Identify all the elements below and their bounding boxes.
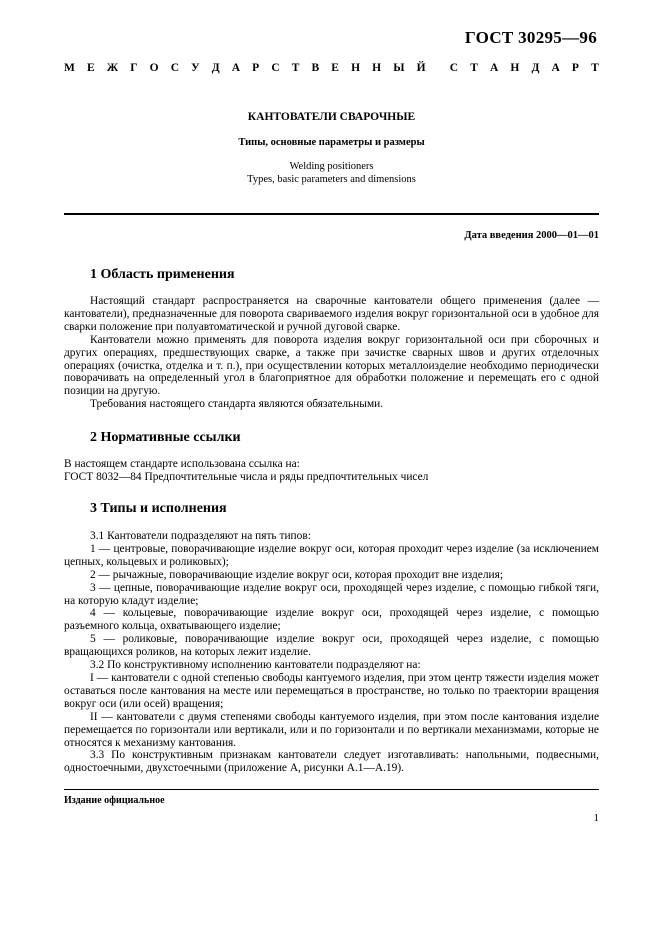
banner-letter: Т xyxy=(291,62,300,74)
paragraph: Кантователи можно применять для поворота изделия вокруг горизонтальной оси при сборочных и других операциях, предшествующих сварке, а также при зачистке сварных швов и других отделочных операциях (очистка, отделка и т. п.), при осуществлении которых металлоизделие необходимо периодически поворачивать на определенный угол в благоприятное для обработки положение и перемещать его с одной позиции на другую. xyxy=(64,333,599,398)
banner-letter: А xyxy=(489,62,499,74)
document-title: КАНТОВАТЕЛИ СВАРОЧНЫЕ xyxy=(247,111,416,123)
paragraph: В настоящем стандарте использована ссылка на: xyxy=(64,458,300,470)
list-item: 2 — рычажные, поворачивающие изделие вокруг оси, которая проходит вне изделия; xyxy=(90,568,504,581)
banner-letter: Д xyxy=(531,62,540,74)
banner-letter: Н xyxy=(510,62,520,74)
paragraph: Требования настоящего стандарта являются обязательными. xyxy=(90,398,384,411)
paragraph: Настоящий стандарт распространяется на сварочные кантователи общего применения (далее — кантователи), предназначенные для поворота свариваемого изделия вокруг горизонтальной оси в удобное для сварки положение при полуавтоматической и ручной дуговой сварке. xyxy=(64,295,599,333)
section-2-heading: 2 Нормативные ссылки xyxy=(90,430,241,445)
section-1-heading: 1 Область применения xyxy=(90,267,235,282)
paragraph: 3.2 По конструктивному исполнению кантователи подразделяют на: xyxy=(90,659,421,672)
banner-letter: А xyxy=(551,62,560,74)
banner-letter: У xyxy=(191,62,200,74)
banner-letter: Р xyxy=(571,62,579,74)
banner-letter: Т xyxy=(470,62,478,74)
introduction-date: Дата введения 2000—01—01 xyxy=(464,230,599,241)
list-item: 4 — кольцевые, поворачивающие изделие вокруг оси, проходящей через изделие, с помощью разъемного кольца, охватывающего изделие; xyxy=(64,607,599,633)
banner-letter: Р xyxy=(252,62,260,74)
list-item: 5 — роликовые, поворачивающие изделие вокруг оси, проходящей через изделие, с помощью вращающихся роликов, на которых лежит изделие. xyxy=(64,633,599,659)
section-3-heading: 3 Типы и исполнения xyxy=(90,501,227,516)
paragraph: 3.1 Кантователи подразделяют на пять типов: xyxy=(90,530,311,542)
banner-letter: О xyxy=(149,62,159,74)
banner-letter: Т xyxy=(591,62,599,74)
standard-banner xyxy=(64,62,599,74)
english-subtitle: Types, basic parameters and dimensions xyxy=(247,174,416,185)
banner-letter: С xyxy=(170,62,180,74)
banner-letter: Г xyxy=(130,62,138,74)
title-divider xyxy=(64,213,599,215)
english-title: Welding positioners xyxy=(289,161,374,172)
english-title-block xyxy=(64,160,599,186)
section-3-body xyxy=(64,530,599,775)
document-code: ГОСТ 30295—96 xyxy=(464,28,597,47)
banner-letter: Н xyxy=(351,62,361,74)
list-item: 3 — цепные, поворачивающие изделие вокруг оси, проходящей через изделие, с помощью гибкой тяги, на которую кладут изделие; xyxy=(64,581,599,607)
banner-letter: С xyxy=(271,62,280,74)
banner-letter: Н xyxy=(372,62,382,74)
banner-letter: Ж xyxy=(106,62,119,74)
reference-item: ГОСТ 8032—84 Предпочтительные числа и ряды предпочтительных чисел xyxy=(64,470,429,483)
list-item: I — кантователи с одной степенью свободы кантуемого изделия, при этом центр тяжести изделия может оставаться после кантования на месте или перемещаться в пространстве, но только по траектории вращения вокруг оси (или осей) вращения; xyxy=(64,671,599,710)
list-item: 1 — центровые, поворачивающие изделие вокруг оси, которая проходит через изделие (за исключением цепных, кольцевых и роликовых); xyxy=(64,542,599,568)
banner-letter: Ы xyxy=(393,62,405,74)
list-item: II — кантователи с двумя степенями свободы кантуемого изделия, при этом после кантования изделие перемещается по горизонтали или вертикали, или и по горизонтали и по вертикали механизмами, которые не относятся к механизму кантования. xyxy=(64,710,599,749)
banner-letter: В xyxy=(311,62,320,74)
paragraph: 3.3 По конструктивным признакам кантователи следует изготавливать: напольными, подвесными, одностоечными, двухстоечными (приложение А, рисунки А.1—А.19). xyxy=(64,749,599,775)
banner-letter: А xyxy=(231,62,241,74)
section-1-body xyxy=(64,295,599,411)
document-subtitle: Типы, основные параметры и размеры xyxy=(238,137,425,148)
section-2-body xyxy=(64,458,599,484)
page-number: 1 xyxy=(593,812,599,824)
banner-letter: Д xyxy=(211,62,220,74)
banner-letter: С xyxy=(449,62,459,74)
banner-letter: М xyxy=(64,62,75,74)
banner-letter: Й xyxy=(416,62,426,74)
footer-divider xyxy=(64,789,599,790)
banner-letter: Е xyxy=(331,62,339,74)
edition-label: Издание официальное xyxy=(64,795,165,806)
banner-letter: Е xyxy=(86,62,95,74)
